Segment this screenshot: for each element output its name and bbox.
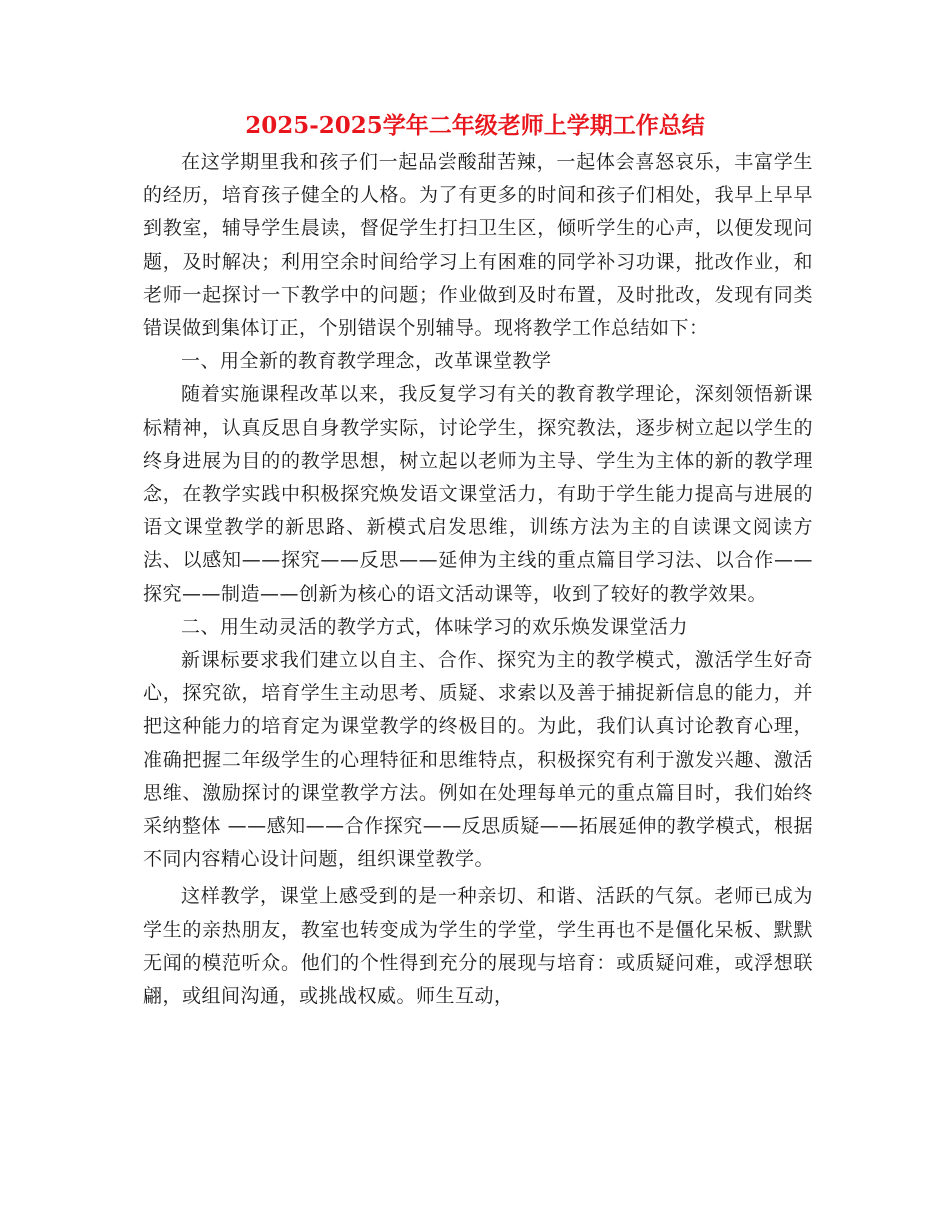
intro-paragraph: 在这学期里我和孩子们一起品尝酸甜苦辣，一起体会喜怒哀乐，丰富学生的经历，培育孩子健全的人格。为了有更多的时间和孩子们相处，我早上早早到教室，辅导学生晨读，督促学生打扫卫生区，倾听学生的心声，以便发现问题，及时解决；利用空余时间给学习上有困难的同学补习功课，批改作业，和老师一起探讨一下教学中的问题；作业做到及时布置，及时批改，发现有同类错误做到集体订正，个别错误个别辅导。现将教学工作总结如下： xyxy=(143,151,813,340)
section-1-paragraph: 随着实施课程改革以来，我反复学习有关的教育教学理论，深刻领悟新课标精神，认真反思自身教学实际，讨论学生，探究教法，逐步树立起以学生的终身进展为目的的教学思想，树立起以老师为主导、学生为主体的新的教学理念，在教学实践中积极探究焕发语文课堂活力，有助于学生能力提高与进展的语文课堂教学的新思路、新模式启发思维，训练方法为主的自读课文阅读方法、以感知——探究——反思——延伸为主线的重点篇目学习法、以合作——探究——制造——创新为核心的语文活动课等，收到了较好的教学效果。 xyxy=(143,383,813,605)
section-2-paragraph-continued: 这样教学，课堂上感受到的是一种亲切、和谐、活跃的气氛。老师已成为学生的亲热朋友，教室也转变成为学生的学堂，学生再也不是僵化呆板、默默无闻的模范听众。他们的个性得到充分的展现与培育：或质疑问难，或浮想联翩，或组间沟通，或挑战权威。师生互动， xyxy=(143,885,813,1008)
section-heading-2: 二、用生动灵活的教学方式，体味学习的欢乐焕发课堂活力 xyxy=(181,615,689,638)
document-body xyxy=(143,146,813,1013)
section-heading-1: 一、用全新的教育教学理念，改革课堂教学 xyxy=(181,350,552,373)
document-title: 2025-2025学年二年级老师上学期工作总结 xyxy=(245,112,705,139)
section-2-paragraph: 新课标要求我们建立以自主、合作、探究为主的教学模式，激活学生好奇心，探究欲，培育学生主动思考、质疑、求索以及善于捕捉新信息的能力，并把这种能力的培育定为课堂教学的终极目的。为此，我们认真讨论教育心理，准确把握二年级学生的心理特征和思维特点，积极探究有利于激发兴趣、激活思维、激励探讨的课堂教学方法。例如在处理每单元的重点篇目时，我们始终采纳整体 ——感知——合作探究——反思质疑——拓展延伸的教学模式，根据不同内容精心设计问题，组织课堂教学。 xyxy=(143,649,813,871)
